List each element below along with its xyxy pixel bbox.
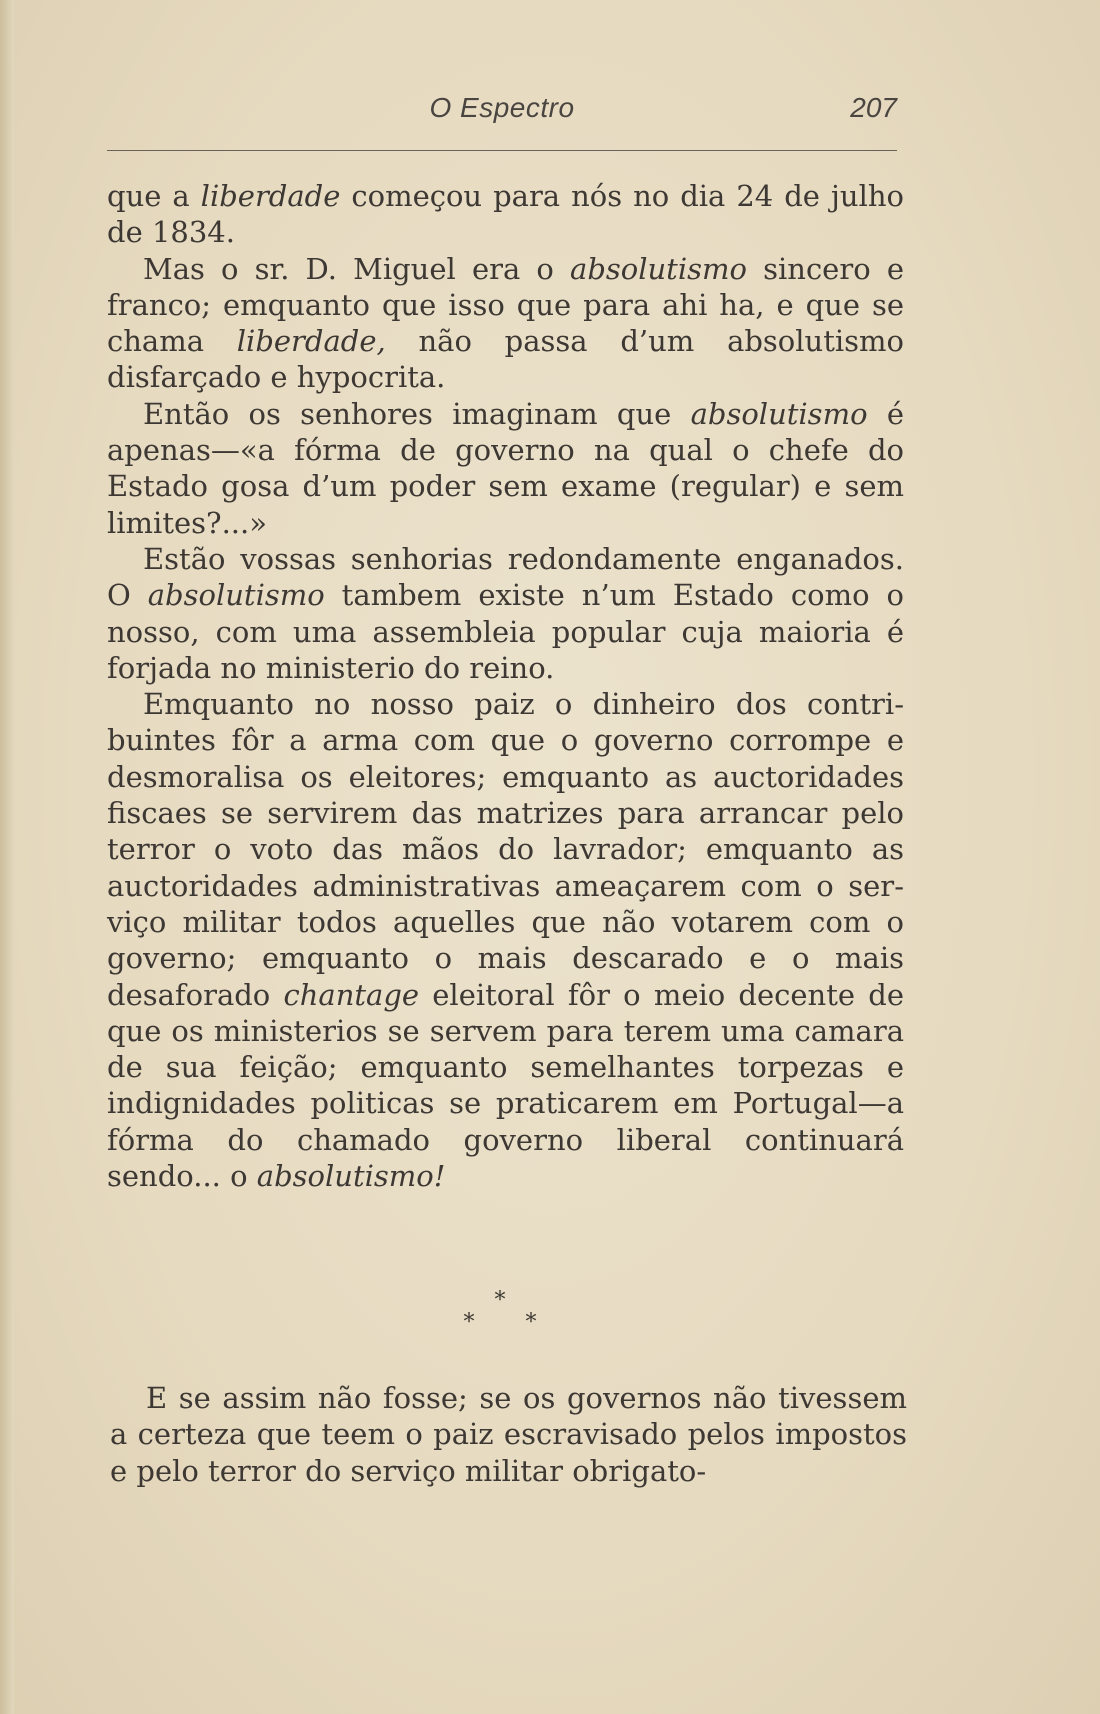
- italic-term: liberdade,: [236, 324, 386, 359]
- italic-term: absolutismo: [570, 251, 747, 286]
- paragraph: [107, 686, 904, 1194]
- text-run: eleitoral fôr o meio decente de que os ministerios se servem para terem uma camara de sua feição; emquanto semelhantes torpezas e indignidades politicas se praticarem em Portugal—a fórma do chamado governo liberal continuará sendo... o: [107, 977, 904, 1194]
- text-run: Então os senhores imaginam que: [143, 396, 691, 431]
- body-text: [107, 178, 904, 1194]
- running-header: [107, 92, 897, 132]
- text-run: é apenas—«a fórma de governo na qual o chefe do Estado gosa d’um poder sem exame (regular) e sem limites?...»: [107, 396, 904, 540]
- italic-term: absolutismo!: [256, 1159, 446, 1194]
- section-asterism: [440, 1290, 560, 1340]
- paragraph: [107, 396, 904, 541]
- next-section-text: [110, 1380, 907, 1489]
- paragraph: E se assim não fosse; se os governos não tivessem a certeza que teem o paiz escravisado pelos impostos e pelo terror do serviço militar obrigato-: [110, 1381, 907, 1488]
- italic-term: liberdade: [200, 179, 341, 213]
- asterism-top: *: [494, 1288, 506, 1313]
- text-run: Estão vossas senhorias redondamente enganados. O: [107, 541, 904, 613]
- text-run: Emquanto no nosso paiz o dinheiro dos contribuintes fôr a arma com que o governo corrompe e desmoralisa os eleitores; emquanto as auctoridades fiscaes se servirem das matrizes para arrancar pelo terror o voto das mãos do lavrador; emquanto as auctoridades administrativas ameaçarem com o serviço militar todos aquelles que não votarem com o governo; emquanto o mais descarado e o mais desaforado: [107, 687, 904, 1012]
- text-run: sincero e franco; emquanto que isso que para ahi ha, e que se chama: [107, 251, 904, 359]
- text-run: Mas o sr. D. Miguel era o: [143, 251, 571, 286]
- asterism-bottom: * *: [463, 1310, 559, 1335]
- text-run: começou para nós no dia 24 de julho de 1834.: [107, 179, 904, 250]
- text-run: tambem existe n’um Estado como o nosso, com uma assembleia popular cuja maioria é forjada no ministerio do reino.: [107, 578, 904, 685]
- text-run: não passa d’um absolutismo disfarçado e hypocrita.: [107, 324, 904, 395]
- italic-term: absolutismo: [690, 396, 868, 431]
- page-number: 207: [850, 92, 897, 123]
- text-run: que a: [107, 179, 201, 213]
- paragraph: [107, 178, 904, 251]
- paragraph: [107, 251, 904, 396]
- running-title: O Espectro: [429, 92, 575, 123]
- italic-term: chantage: [283, 977, 420, 1012]
- italic-term: absolutismo: [147, 578, 325, 613]
- page-spine-shadow: [0, 0, 14, 1714]
- header-rule: [107, 150, 897, 151]
- paragraph: [107, 541, 904, 686]
